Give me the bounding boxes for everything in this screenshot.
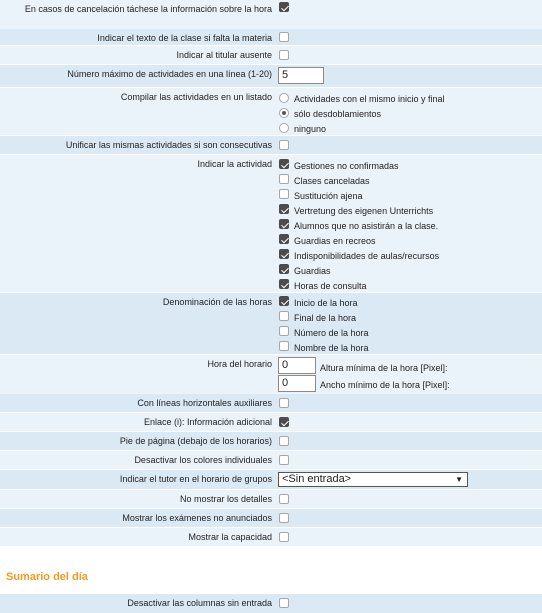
checkbox-info-link[interactable] [279, 417, 289, 427]
checkbox-cancel-strike[interactable] [279, 2, 289, 12]
row-no-details [0, 490, 542, 508]
checkbox-hour-number[interactable] [279, 326, 289, 336]
option-other-substitution: Sustitución ajena [294, 191, 363, 201]
label-cancel-strike: En casos de cancelación táchese la información sobre la hora [24, 4, 272, 14]
checkbox-room-unavailability[interactable] [279, 249, 289, 259]
checkbox-own-substitution[interactable] [279, 204, 289, 214]
min-width-input[interactable]: 0 [278, 375, 316, 392]
label-hour-names: Denominación de las horas [162, 297, 272, 307]
option-duties: Guardias [294, 266, 331, 276]
group-tutor-select[interactable] [278, 472, 468, 487]
checkbox-hour-end[interactable] [279, 311, 289, 321]
checkbox-merge-consecutive[interactable] [279, 140, 289, 150]
group-tutor-selected: <Sin entrada> [282, 473, 352, 485]
option-office-hours: Horas de consulta [294, 281, 367, 291]
radio-only-splits[interactable] [279, 108, 289, 118]
row-class-text [0, 29, 542, 45]
row-merge-consecutive [0, 136, 542, 154]
option-own-substitution: Vertretung des eigenen Unterrichts [294, 206, 434, 216]
checkbox-break-duties[interactable] [279, 234, 289, 244]
checkbox-office-hours[interactable] [279, 279, 289, 289]
checkbox-disable-colors[interactable] [279, 455, 289, 465]
label-absent-teacher: Indicar al titular ausente [176, 50, 272, 60]
option-cancelled-classes: Clases canceladas [294, 176, 370, 186]
label-info-link: Enlace (i): Información adicional [143, 417, 272, 427]
checkbox-hour-start[interactable] [279, 296, 289, 306]
label-compile-activities: Compilar las actividades en un listado [120, 92, 272, 102]
checkbox-hour-name[interactable] [279, 341, 289, 351]
checkbox-unannounced-exams[interactable] [279, 513, 289, 523]
label-no-details: No mostrar los detalles [179, 494, 272, 504]
min-height-input[interactable]: 0 [278, 357, 316, 374]
checkbox-disable-empty-columns[interactable] [279, 598, 289, 608]
row-disable-empty-columns [0, 594, 542, 613]
row-max-activities [0, 65, 542, 87]
section-title-daily-summary: Sumario del día [6, 571, 88, 583]
checkbox-absent-teacher[interactable] [279, 50, 289, 60]
label-footer: Pie de página (debajo de los horarios) [119, 436, 272, 446]
label-min-height: Altura mínima de la hora [Pixel]: [320, 363, 448, 373]
label-merge-consecutive: Unificar las mismas actividades si son consecutivas [65, 140, 272, 150]
radio-none[interactable] [279, 123, 289, 133]
row-info-link [0, 413, 542, 431]
row-hour-names [0, 293, 542, 354]
label-max-activities: Número máximo de actividades en una línea (1-20) [67, 69, 272, 79]
option-break-duties: Guardias en recreos [294, 236, 376, 246]
row-aux-lines [0, 394, 542, 412]
option-only-splits: sólo desdoblamientos [294, 109, 382, 119]
row-absent-teacher [0, 46, 542, 64]
label-timetable-hour: Hora del horario [207, 359, 272, 369]
row-group-tutor [0, 470, 542, 489]
option-same-start-end: Actividades con el mismo inicio y final [294, 94, 445, 104]
label-indicate-activity: Indicar la actividad [197, 159, 272, 169]
checkbox-students-absent[interactable] [279, 219, 289, 229]
row-timetable-hour [0, 355, 542, 394]
option-students-absent: Alumnos que no asistirán a la clase. [294, 221, 439, 231]
row-compile-activities [0, 88, 542, 135]
row-footer [0, 432, 542, 450]
option-hour-name: Nombre de la hora [294, 343, 369, 353]
dropdown-arrow-icon: ▼ [455, 475, 463, 484]
checkbox-other-substitution[interactable] [279, 189, 289, 199]
row-unannounced-exams [0, 509, 542, 527]
checkbox-class-text[interactable] [279, 32, 289, 42]
label-disable-empty-columns: Desactivar las columnas sin entrada [127, 598, 272, 608]
option-unconfirmed: Gestiones no confirmadas [294, 161, 399, 171]
checkbox-no-details[interactable] [279, 494, 289, 504]
label-aux-lines: Con líneas horizontales auxiliares [137, 398, 272, 408]
max-activities-input[interactable]: 5 [278, 67, 324, 84]
label-min-width: Ancho mínimo de la hora [Pixel]: [320, 380, 450, 390]
option-hour-end: Final de la hora [294, 313, 357, 323]
option-hour-number: Número de la hora [294, 328, 369, 338]
checkbox-duties[interactable] [279, 264, 289, 274]
label-disable-colors: Desactivar los colores individuales [134, 455, 272, 465]
checkbox-unconfirmed[interactable] [279, 159, 289, 169]
checkbox-aux-lines[interactable] [279, 398, 289, 408]
checkbox-footer[interactable] [279, 436, 289, 446]
checkbox-cancelled-classes[interactable] [279, 174, 289, 184]
row-cancel-strike [0, 0, 542, 29]
checkbox-capacity[interactable] [279, 532, 289, 542]
option-hour-start: Inicio de la hora [294, 298, 358, 308]
label-capacity: Mostrar la capacidad [188, 532, 272, 542]
label-unannounced-exams: Mostrar los exámenes no anunciados [122, 513, 272, 523]
label-class-text: Indicar el texto de la clase si falta la materia [97, 33, 272, 43]
row-capacity [0, 528, 542, 546]
row-disable-colors [0, 451, 542, 469]
radio-same-start-end[interactable] [279, 93, 289, 103]
option-none: ninguno [294, 124, 327, 134]
row-indicate-activity [0, 155, 542, 292]
option-room-unavailability: Indisponibilidades de aulas/recursos [294, 251, 440, 261]
label-group-tutor: Indicar el tutor en el horario de grupos [119, 474, 272, 484]
